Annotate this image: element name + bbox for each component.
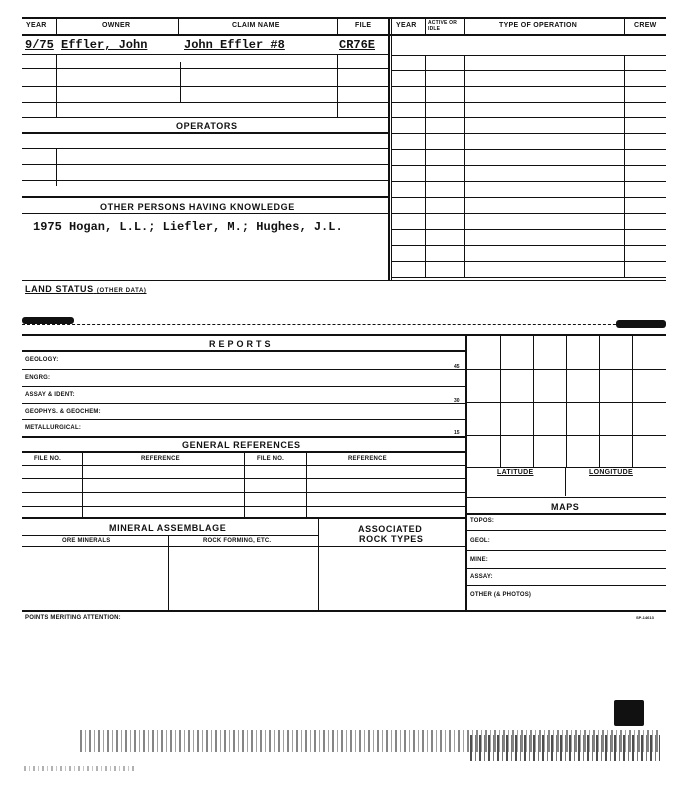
- ink-blot-right: [616, 320, 666, 328]
- other-persons-top-rule: [22, 196, 388, 198]
- mineral-top-rule: [22, 517, 466, 519]
- record-claim-name: John Effler #8: [184, 38, 285, 52]
- maps-rule: [466, 497, 666, 498]
- record-file: CR76E: [339, 38, 376, 52]
- owner-col-sep: [337, 54, 338, 117]
- operation-col-sep: [425, 55, 426, 277]
- coords-sep: [565, 467, 566, 496]
- other-persons-title: OTHER PERSONS HAVING KNOWLEDGE: [100, 202, 295, 212]
- land-status-line: [22, 324, 666, 325]
- footer-top-rule: [22, 610, 666, 612]
- map-line: [466, 585, 666, 586]
- operators-title: OPERATORS: [176, 121, 238, 131]
- scan-noise: [24, 766, 134, 771]
- header-year: YEAR: [26, 22, 47, 29]
- ink-blot-corner: [614, 700, 644, 726]
- report-num-geology: 45: [454, 364, 460, 370]
- record-year: 9/75: [25, 38, 54, 52]
- header-sep: [56, 17, 57, 34]
- header-top-rule: [22, 17, 666, 19]
- header-type-of-operation: TYPE OF OPERATION: [499, 22, 578, 29]
- coords-rule: [466, 467, 666, 468]
- reports-header-rule: [22, 350, 466, 352]
- col-file-no-2: FILE NO.: [257, 456, 284, 462]
- reports-title: REPORTS: [209, 339, 274, 349]
- header-active-idle: ACTIVE OR IDLE: [428, 20, 458, 32]
- other-persons-rule: [22, 213, 388, 214]
- report-line: [22, 403, 466, 404]
- header-sep: [337, 17, 338, 34]
- owner-col-sep: [56, 54, 57, 117]
- maps-title: MAPS: [551, 502, 580, 512]
- operators-col-sep: [56, 148, 57, 186]
- map-line: [466, 530, 666, 531]
- operators-top-rule: [22, 132, 388, 134]
- top-section-bottom-rule: [22, 280, 666, 281]
- record-owner: Effler, John: [61, 38, 148, 52]
- grid-line: [467, 402, 666, 403]
- header-bottom-rule: [22, 34, 666, 36]
- rock-types-label: ROCK TYPES: [359, 534, 424, 544]
- points-meriting-attention: POINTS MERITING ATTENTION:: [25, 615, 121, 621]
- mineral-assemblage-title: MINERAL ASSEMBLAGE: [109, 523, 227, 533]
- map-row-geol: GEOL:: [470, 538, 490, 544]
- col-reference-2: REFERENCE: [348, 456, 387, 462]
- report-row-metallurgical: METALLURGICAL:: [25, 425, 82, 431]
- ore-minerals-label: ORE MINERALS: [62, 538, 111, 544]
- report-num-assay: 30: [454, 398, 460, 404]
- associated-label: ASSOCIATED: [358, 524, 423, 534]
- map-line: [466, 568, 666, 569]
- header-year2: YEAR: [396, 22, 417, 29]
- mineral-header-rule: [22, 535, 318, 536]
- header-claim-name: CLAIM NAME: [232, 22, 280, 29]
- header-owner: OWNER: [102, 22, 131, 29]
- other-persons-entry: 1975 Hogan, L.L.; Liefler, M.; Hughes, J.L.: [33, 220, 343, 234]
- references-col-sep: [82, 451, 83, 517]
- maps-header-rule: [466, 513, 666, 515]
- land-status-subtitle: (OTHER DATA): [96, 288, 147, 294]
- map-row-topos: TOPOS:: [470, 518, 495, 524]
- map-row-assay: ASSAY:: [470, 574, 493, 580]
- longitude-label: LONGITUDE: [589, 469, 633, 476]
- header-crew: CREW: [634, 22, 657, 29]
- owner-col-sep: [180, 62, 181, 102]
- owner-row-line: [22, 102, 388, 103]
- report-line: [22, 419, 466, 420]
- operators-line: [22, 164, 388, 165]
- header-file: FILE: [355, 22, 372, 29]
- report-line: [22, 369, 466, 370]
- col-reference: REFERENCE: [141, 456, 180, 462]
- main-divider: [388, 17, 390, 280]
- operators-line: [22, 180, 388, 181]
- header-sep: [178, 17, 179, 34]
- owner-row-line: [22, 68, 388, 69]
- map-row-other: OTHER (& PHOTOS): [470, 592, 532, 598]
- owner-row-line: [22, 86, 388, 87]
- mineral-col-sep: [318, 517, 319, 610]
- operators-line: [22, 148, 388, 149]
- map-line: [466, 550, 666, 551]
- header-sep: [464, 17, 465, 34]
- report-line: [22, 386, 466, 387]
- report-row-geology: GEOLOGY:: [25, 357, 59, 363]
- col-file-no: FILE NO.: [34, 456, 61, 462]
- report-row-assay: ASSAY & IDENT:: [25, 392, 75, 398]
- operation-row-line: [392, 277, 666, 278]
- header-sep: [624, 17, 625, 34]
- header-sep: [425, 17, 426, 34]
- latitude-label: LATITUDE: [497, 469, 534, 476]
- mineral-subheader-rule: [22, 546, 466, 547]
- operation-col-sep: [624, 55, 625, 277]
- general-references-title: GENERAL REFERENCES: [182, 440, 301, 450]
- general-references-top-rule: [22, 436, 466, 438]
- land-status-label: LAND STATUS: [25, 284, 94, 294]
- scan-noise: [470, 735, 660, 761]
- coord-grid: [467, 336, 666, 467]
- grid-line: [467, 435, 666, 436]
- references-col-sep: [306, 451, 307, 517]
- mineral-col-sep: [168, 535, 169, 610]
- references-col-sep: [244, 451, 245, 517]
- rock-forming-label: ROCK FORMING, ETC.: [203, 538, 272, 544]
- map-row-mine: MINE:: [470, 557, 488, 563]
- form-number: SP-14613: [636, 615, 654, 620]
- owner-row-line: [22, 54, 388, 55]
- operation-col-sep: [464, 55, 465, 277]
- report-num-metallurgical: 15: [454, 430, 460, 436]
- land-status-title: [25, 284, 147, 294]
- report-row-geophys: GEOPHYS. & GEOCHEM:: [25, 409, 101, 415]
- grid-line: [467, 369, 666, 370]
- ink-blot-left: [22, 317, 74, 324]
- report-row-engrg: ENGRG:: [25, 375, 51, 381]
- owner-row-line: [22, 117, 388, 118]
